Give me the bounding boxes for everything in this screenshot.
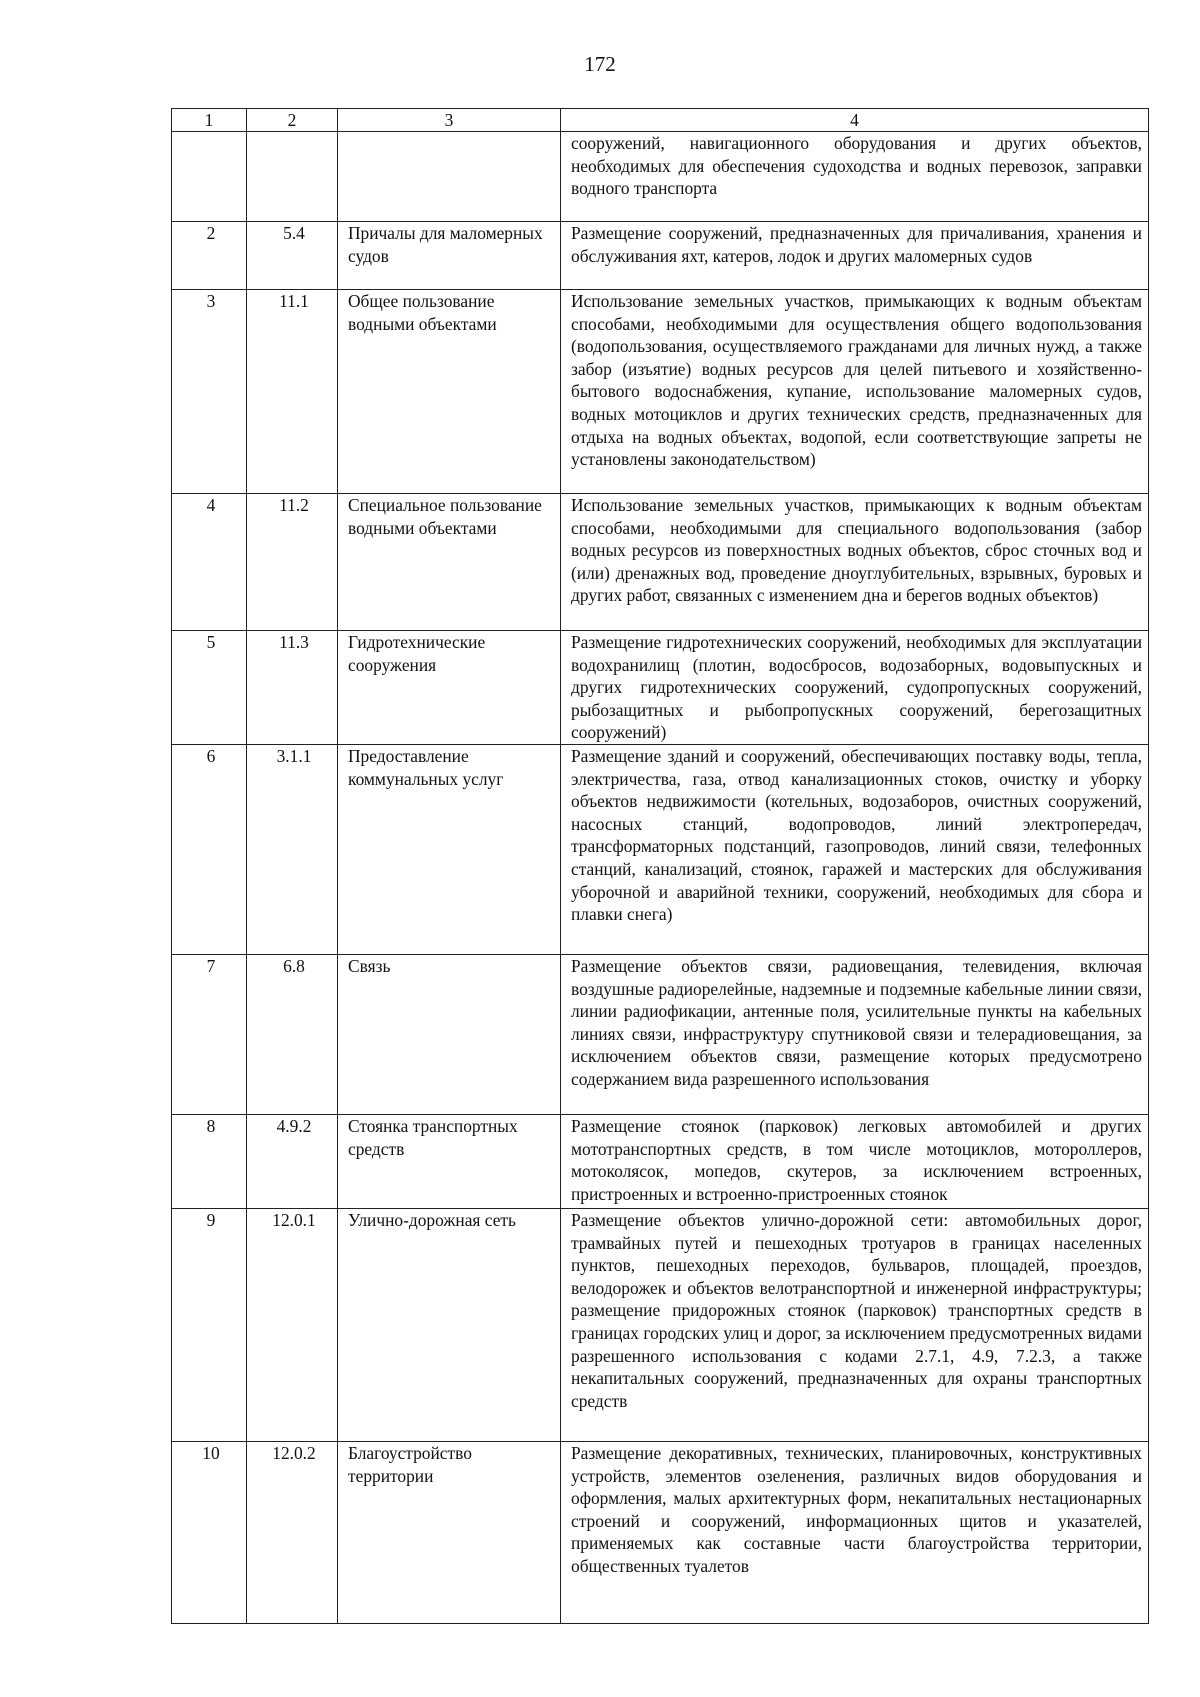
table-row — [172, 222, 1149, 290]
row-number: 2 — [172, 222, 247, 290]
land-use-table — [171, 108, 1149, 1624]
page-number: 172 — [584, 52, 616, 76]
row-code: 12.0.1 — [247, 1209, 338, 1442]
table-row — [172, 1209, 1149, 1442]
row-code: 4.9.2 — [247, 1115, 338, 1209]
row-number: 6 — [172, 745, 247, 955]
row-number: 9 — [172, 1209, 247, 1442]
row-number: 4 — [172, 494, 247, 631]
row-code: 11.1 — [247, 290, 338, 494]
row-code: 3.1.1 — [247, 745, 338, 955]
row-name: Гидротехнические сооружения — [338, 631, 561, 745]
row-number: 8 — [172, 1115, 247, 1209]
row-description: Использование земельных участков, примыкающих к водным объектам способами, необходимыми для специального водопользования (забор водных ресурсов из поверхностных водных объектов, сброс сточных вод и (или) дренажных вод, проведение дноуглубительных, взрывных, буровых и других работ, связанных с изменением дна и берегов водных объектов) — [561, 494, 1149, 631]
row-number — [172, 132, 247, 222]
row-code: 11.2 — [247, 494, 338, 631]
row-code: 5.4 — [247, 222, 338, 290]
row-number: 10 — [172, 1442, 247, 1624]
table-row — [172, 494, 1149, 631]
column-header-name: 3 — [338, 109, 561, 132]
row-name: Улично-дорожная сеть — [338, 1209, 561, 1442]
row-name — [338, 132, 561, 222]
row-number: 7 — [172, 955, 247, 1115]
row-description: Размещение стоянок (парковок) легковых автомобилей и других мототранспортных средств, в том числе мотоциклов, мотороллеров, мотоколясок, мопедов, скутеров, за исключением встроенных, пристроенных и встроенно-пристроенных стоянок — [561, 1115, 1149, 1209]
row-name: Связь — [338, 955, 561, 1115]
column-header-number: 1 — [172, 109, 247, 132]
row-number: 3 — [172, 290, 247, 494]
table-header-row — [172, 109, 1149, 132]
row-name: Стоянка транспортных средств — [338, 1115, 561, 1209]
row-description: Размещение декоративных, технических, планировочных, конструктивных устройств, элементов озеленения, различных видов оборудования и оформления, малых архитектурных форм, некапитальных нестационарных строений и сооружений, информационных щитов и указателей, применяемых как составные части благоустройства территории, общественных туалетов — [561, 1442, 1149, 1624]
table-row — [172, 955, 1149, 1115]
table-row — [172, 1115, 1149, 1209]
row-name: Специальное пользование водными объектами — [338, 494, 561, 631]
row-code: 6.8 — [247, 955, 338, 1115]
column-header-code: 2 — [247, 109, 338, 132]
column-header-description: 4 — [561, 109, 1149, 132]
row-code — [247, 132, 338, 222]
row-name: Причалы для маломерных судов — [338, 222, 561, 290]
row-name: Благоустройство территории — [338, 1442, 561, 1624]
row-name: Общее пользование водными объектами — [338, 290, 561, 494]
table-row — [172, 1442, 1149, 1624]
row-description: Размещение зданий и сооружений, обеспечивающих поставку воды, тепла, электричества, газа, отвод канализационных стоков, очистку и уборку объектов недвижимости (котельных, водозаборов, очистных сооружений, насосных станций, водопроводов, линий электропередач, трансформаторных подстанций, газопроводов, линий связи, телефонных станций, канализаций, стоянок, гаражей и мастерских для обслуживания уборочной и аварийной техники, сооружений, необходимых для сбора и плавки снега) — [561, 745, 1149, 955]
row-description: Размещение объектов улично-дорожной сети: автомобильных дорог, трамвайных путей и пешеходных тротуаров в границах населенных пунктов, пешеходных переходов, бульваров, площадей, проездов, велодорожек и объектов велотранспортной и инженерной инфраструктуры; размещение придорожных стоянок (парковок) транспортных средств в границах городских улиц и дорог, за исключением предусмотренных видами разрешенного использования с кодами 2.7.1, 4.9, 7.2.3, а также некапитальных сооружений, предназначенных для охраны транспортных средств — [561, 1209, 1149, 1442]
row-description: Размещение объектов связи, радиовещания, телевидения, включая воздушные радиорелейные, надземные и подземные кабельные линии связи, линии радиофикации, антенные поля, усилительные пункты на кабельных линиях связи, инфраструктуру спутниковой связи и телерадиовещания, за исключением объектов связи, размещение которых предусмотрено содержанием вида разрешенного использования — [561, 955, 1149, 1115]
table-row — [172, 631, 1149, 745]
row-description: сооружений, навигационного оборудования и других объектов, необходимых для обеспечения судоходства и водных перевозок, заправки водного транспорта — [561, 132, 1149, 222]
row-number: 5 — [172, 631, 247, 745]
table-row — [172, 132, 1149, 222]
row-description: Размещение сооружений, предназначенных для причаливания, хранения и обслуживания яхт, катеров, лодок и других маломерных судов — [561, 222, 1149, 290]
row-code: 12.0.2 — [247, 1442, 338, 1624]
table-row — [172, 290, 1149, 494]
row-description: Размещение гидротехнических сооружений, необходимых для эксплуатации водохранилищ (плотин, водосбросов, водозаборных, водовыпускных и других гидротехнических сооружений, судопропускных сооружений, рыбозащитных и рыбопропускных сооружений, берегозащитных сооружений) — [561, 631, 1149, 745]
row-code: 11.3 — [247, 631, 338, 745]
table-row — [172, 745, 1149, 955]
row-name: Предоставление коммунальных услуг — [338, 745, 561, 955]
row-description: Использование земельных участков, примыкающих к водным объектам способами, необходимыми для осуществления общего водопользования (водопользования, осуществляемого гражданами для личных нужд, а также забор (изъятие) водных ресурсов для целей питьевого и хозяйственно-бытового водоснабжения, купание, использование маломерных судов, водных мотоциклов и других технических средств, предназначенных для отдыха на водных объектах, водопой, если соответствующие запреты не установлены законодательством) — [561, 290, 1149, 494]
